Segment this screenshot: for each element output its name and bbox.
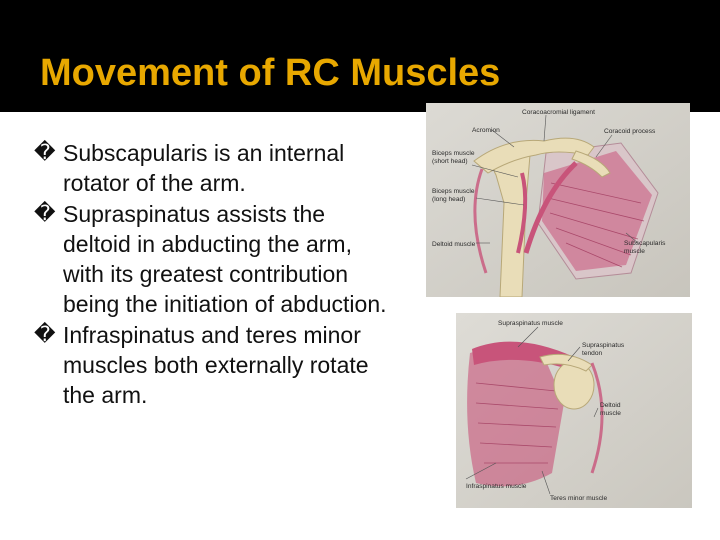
label-biceps-long-head-sub: (long head) bbox=[432, 196, 466, 203]
bullet-list bbox=[34, 138, 394, 411]
bullet-text: Infraspinatus and teres minor muscles both externally rotate the arm. bbox=[63, 321, 369, 409]
label-deltoid: Deltoid bbox=[600, 402, 621, 409]
label-acromion: Acromion bbox=[472, 127, 500, 134]
label-coracoid-process: Coracoid process bbox=[604, 128, 656, 135]
label-deltoid-muscle: Deltoid muscle bbox=[432, 241, 476, 248]
bullet-marker-icon: � bbox=[34, 322, 56, 346]
label-supraspinatus-muscle: Supraspinatus muscle bbox=[498, 320, 563, 327]
label-supraspinatus-tendon: Supraspinatus bbox=[582, 342, 625, 349]
shoulder-posterior-drawing bbox=[456, 313, 692, 508]
bullet-item bbox=[34, 199, 394, 320]
slide-title: Movement of RC Muscles bbox=[40, 52, 501, 94]
shoulder-posterior-illustration bbox=[456, 313, 692, 508]
label-biceps-short-head-sub: (short head) bbox=[432, 158, 468, 165]
bullet-item bbox=[34, 320, 394, 411]
bullet-text: Subscapularis is an internal rotator of the arm. bbox=[63, 140, 345, 197]
bullet-text: Supraspinatus assists the deltoid in abducting the arm, with its greatest contribution being the initiation of abduction. bbox=[63, 200, 387, 318]
label-deltoid-sub: muscle bbox=[600, 410, 621, 417]
bullet-item bbox=[34, 138, 394, 199]
label-subscapularis: Subscapularis bbox=[624, 240, 666, 247]
infraspinatus-muscle-shape bbox=[467, 349, 564, 487]
label-infraspinatus-muscle: Infraspinatus muscle bbox=[466, 483, 527, 490]
label-supraspinatus-tendon-sub: tendon bbox=[582, 350, 603, 357]
label-teres-minor-muscle: Teres minor muscle bbox=[550, 495, 608, 502]
shoulder-anterior-illustration bbox=[426, 103, 690, 297]
label-coracoacromial-ligament: Coracoacromial ligament bbox=[522, 109, 595, 116]
label-biceps-short-head: Biceps muscle bbox=[432, 150, 475, 157]
bullet-marker-icon: � bbox=[34, 201, 56, 225]
label-subscapularis-sub: muscle bbox=[624, 248, 645, 255]
label-biceps-long-head: Biceps muscle bbox=[432, 188, 475, 195]
shoulder-anterior-drawing bbox=[426, 103, 690, 297]
bullet-marker-icon: � bbox=[34, 141, 56, 164]
